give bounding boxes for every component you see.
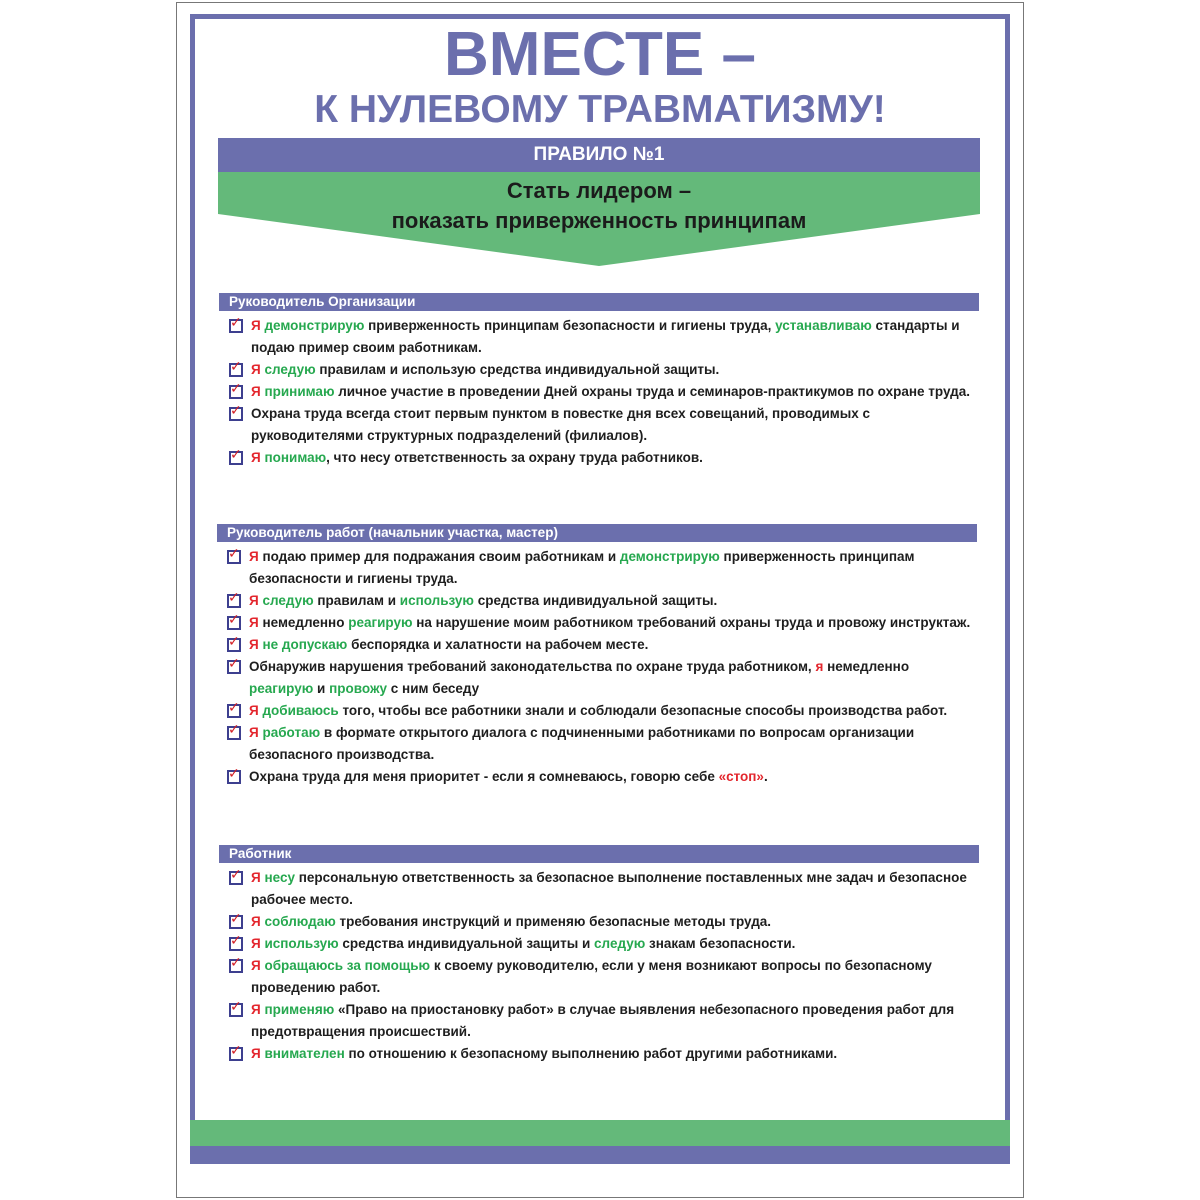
item-text-segment: Охрана труда для меня приоритет - если я сомневаюсь, говорю себе	[249, 769, 719, 784]
item-text-segment: следую	[594, 936, 646, 951]
item-text-segment: приверженность принципам безопасности и гигиены труда.	[249, 549, 915, 586]
checklist-item	[219, 359, 979, 381]
footer-blue-band	[190, 1146, 1010, 1164]
section-heading: Руководитель работ (начальник участка, мастер)	[217, 524, 977, 542]
item-text-segment: .	[763, 769, 768, 784]
checkmark-icon: ✓	[228, 721, 240, 737]
rule-number-bar: ПРАВИЛО №1	[218, 138, 980, 172]
item-text-segment: следую	[262, 593, 314, 608]
checkbox-checked-icon	[227, 699, 241, 718]
poster-title-line1: ВМЕСТЕ –	[444, 20, 756, 89]
poster-title-line2: К НУЛЕВОМУ ТРАВМАТИЗМУ!	[314, 88, 886, 131]
checklist-item	[219, 403, 979, 447]
checkmark-icon: ✓	[230, 954, 242, 970]
checkmark-icon: ✓	[230, 910, 242, 926]
item-text-segment: соблюдаю	[264, 914, 336, 929]
checkmark-icon: ✓	[230, 866, 242, 882]
item-text-segment: Охрана труда всегда стоит первым пунктом в повестке дня всех совещаний, проводимых с руководителями структурных подразделений (филиалов).	[251, 406, 871, 443]
item-text-segment: средства индивидуальной защиты.	[473, 593, 718, 608]
item-text-segment: Я	[251, 362, 265, 377]
checkbox-checked-icon	[229, 358, 243, 377]
checkbox-checked-icon	[227, 633, 241, 652]
item-text-segment: Я	[251, 318, 265, 333]
item-text-segment: немедленно	[258, 615, 349, 630]
section-work-manager	[217, 524, 977, 788]
item-text-segment: Я	[251, 450, 265, 465]
checkbox-checked-icon	[229, 954, 243, 973]
item-text-segment: Я	[249, 725, 263, 740]
item-text-segment: и	[313, 681, 330, 696]
checkmark-icon: ✓	[230, 402, 242, 418]
checklist-item	[217, 634, 977, 656]
item-text-segment: «Право на приостановку работ» в случае выявления небезопасного проведения работ для предотвращения происшествий.	[251, 1002, 955, 1039]
item-text-segment: «стоп»	[718, 769, 764, 784]
item-text-segment: Я	[251, 914, 265, 929]
item-text-segment: Я	[251, 384, 265, 399]
checkbox-checked-icon	[227, 721, 241, 740]
item-text-segment: правилам и	[313, 593, 400, 608]
item-text-segment: добиваюсь	[262, 703, 339, 718]
item-text-segment: Я	[251, 870, 265, 885]
section-organization-head	[219, 293, 979, 469]
checklist-item	[219, 867, 979, 911]
item-text-segment: беспорядка и халатности на рабочем месте.	[347, 637, 649, 652]
item-text-segment: правилам и использую средства индивидуальной защиты.	[315, 362, 720, 377]
rule-statement	[218, 176, 980, 236]
item-text-segment: использую	[264, 936, 339, 951]
checkmark-icon: ✓	[230, 998, 242, 1014]
checkmark-icon: ✓	[228, 589, 240, 605]
item-text-segment: Я	[249, 593, 263, 608]
item-text-segment: применяю	[264, 1002, 335, 1017]
checkmark-icon: ✓	[228, 611, 240, 627]
section-heading: Работник	[219, 845, 979, 863]
checklist-item	[219, 999, 979, 1043]
item-text-segment: подаю пример для подражания своим работникам и	[258, 549, 620, 564]
checklist-item	[217, 612, 977, 634]
checkbox-checked-icon	[229, 1042, 243, 1061]
item-text-segment: по отношению к безопасному выполнению работ другими работниками.	[344, 1046, 838, 1061]
item-text-segment: устанавливаю	[775, 318, 872, 333]
item-text-segment: средства индивидуальной защиты и	[338, 936, 595, 951]
footer-green-band	[190, 1120, 1010, 1146]
item-text-segment: Обнаружив нарушения требований законодательства по охране труда работником,	[249, 659, 816, 674]
item-text-segment: к своему руководителю, если у меня возникают вопросы по безопасному проведению работ.	[251, 958, 932, 995]
checklist-item	[217, 656, 977, 700]
checklist-item	[219, 447, 979, 469]
checkmark-icon: ✓	[228, 699, 240, 715]
checkbox-checked-icon	[229, 998, 243, 1017]
item-text-segment: реагирую	[249, 681, 314, 696]
checkbox-checked-icon	[229, 402, 243, 421]
item-text-segment: понимаю	[264, 450, 327, 465]
item-text-segment: реагирую	[348, 615, 413, 630]
section-heading: Руководитель Организации	[219, 293, 979, 311]
checklist-item	[217, 700, 977, 722]
checkbox-checked-icon	[229, 932, 243, 951]
checkmark-icon: ✓	[228, 765, 240, 781]
checkbox-checked-icon	[229, 446, 243, 465]
item-text-segment: Я	[251, 958, 265, 973]
checklist-item	[217, 546, 977, 590]
item-text-segment: провожу	[329, 681, 388, 696]
checkmark-icon: ✓	[230, 380, 242, 396]
item-text-segment: принимаю	[264, 384, 335, 399]
checkbox-checked-icon	[227, 655, 241, 674]
checklist-item	[217, 722, 977, 766]
item-text-segment: личное участие в проведении Дней охраны труда и семинаров-практикумов по охране труда.	[334, 384, 970, 399]
item-text-segment: немедленно	[823, 659, 910, 674]
item-text-segment: того, чтобы все работники знали и соблюдали безопасные способы производства работ.	[338, 703, 948, 718]
checklist-item	[219, 933, 979, 955]
item-text-segment: несу	[264, 870, 295, 885]
checkmark-icon: ✓	[230, 446, 242, 462]
checkmark-icon: ✓	[230, 314, 242, 330]
checkbox-checked-icon	[229, 866, 243, 885]
section-worker	[219, 845, 979, 1065]
item-text-segment: на нарушение моим работником требований охраны труда и провожу инструктаж.	[412, 615, 971, 630]
checklist-item	[219, 911, 979, 933]
rule-statement-line1: Стать лидером –	[506, 178, 692, 203]
checkmark-icon: ✓	[228, 545, 240, 561]
item-text-segment: внимателен	[264, 1046, 345, 1061]
checkbox-checked-icon	[227, 611, 241, 630]
checklist-item	[219, 1043, 979, 1065]
item-text-segment: следую	[264, 362, 316, 377]
checkmark-icon: ✓	[228, 655, 240, 671]
item-text-segment: приверженность принципам безопасности и гигиены труда,	[364, 318, 776, 333]
item-text-segment: Я	[249, 703, 263, 718]
item-text-segment: в формате открытого диалога с подчиненными работниками по вопросам организации безопасного производства.	[249, 725, 915, 762]
item-text-segment: стандарты и подаю пример своим работникам.	[251, 318, 960, 355]
checklist-item	[217, 766, 977, 788]
item-text-segment: использую	[399, 593, 474, 608]
item-text-segment: я	[815, 659, 824, 674]
checklist-item	[219, 955, 979, 999]
item-text-segment: Я	[251, 1002, 265, 1017]
item-text-segment: с ним беседу	[387, 681, 480, 696]
item-text-segment: требования инструкций и применяю безопасные методы труда.	[335, 914, 772, 929]
checkmark-icon: ✓	[230, 1042, 242, 1058]
item-text-segment: не допускаю	[262, 637, 348, 652]
item-text-segment: Я	[249, 549, 259, 564]
checkbox-checked-icon	[227, 545, 241, 564]
rule-statement-line2: показать приверженность принципам	[391, 208, 807, 233]
checkbox-checked-icon	[227, 765, 241, 784]
item-text-segment: , что несу ответственность за охрану труда работников.	[326, 450, 703, 465]
checkmark-icon: ✓	[230, 932, 242, 948]
checklist-item	[217, 590, 977, 612]
item-text-segment: знакам безопасности.	[645, 936, 796, 951]
checklist-item	[219, 381, 979, 403]
item-text-segment: демонстрирую	[264, 318, 365, 333]
checkbox-checked-icon	[229, 314, 243, 333]
item-text-segment: Я	[251, 1046, 265, 1061]
item-text-segment: Я	[249, 637, 263, 652]
item-text-segment: демонстрирую	[619, 549, 720, 564]
item-text-segment: Я	[251, 936, 265, 951]
item-text-segment: Я	[249, 615, 259, 630]
checklist-item	[219, 315, 979, 359]
item-text-segment: обращаюсь за помощью	[264, 958, 431, 973]
item-text-segment: работаю	[262, 725, 321, 740]
checkbox-checked-icon	[229, 910, 243, 929]
checkmark-icon: ✓	[228, 633, 240, 649]
item-text-segment: персональную ответственность за безопасное выполнение поставленных мне задач и безопасное рабочее место.	[251, 870, 967, 907]
checkbox-checked-icon	[227, 589, 241, 608]
checkmark-icon: ✓	[230, 358, 242, 374]
checkbox-checked-icon	[229, 380, 243, 399]
